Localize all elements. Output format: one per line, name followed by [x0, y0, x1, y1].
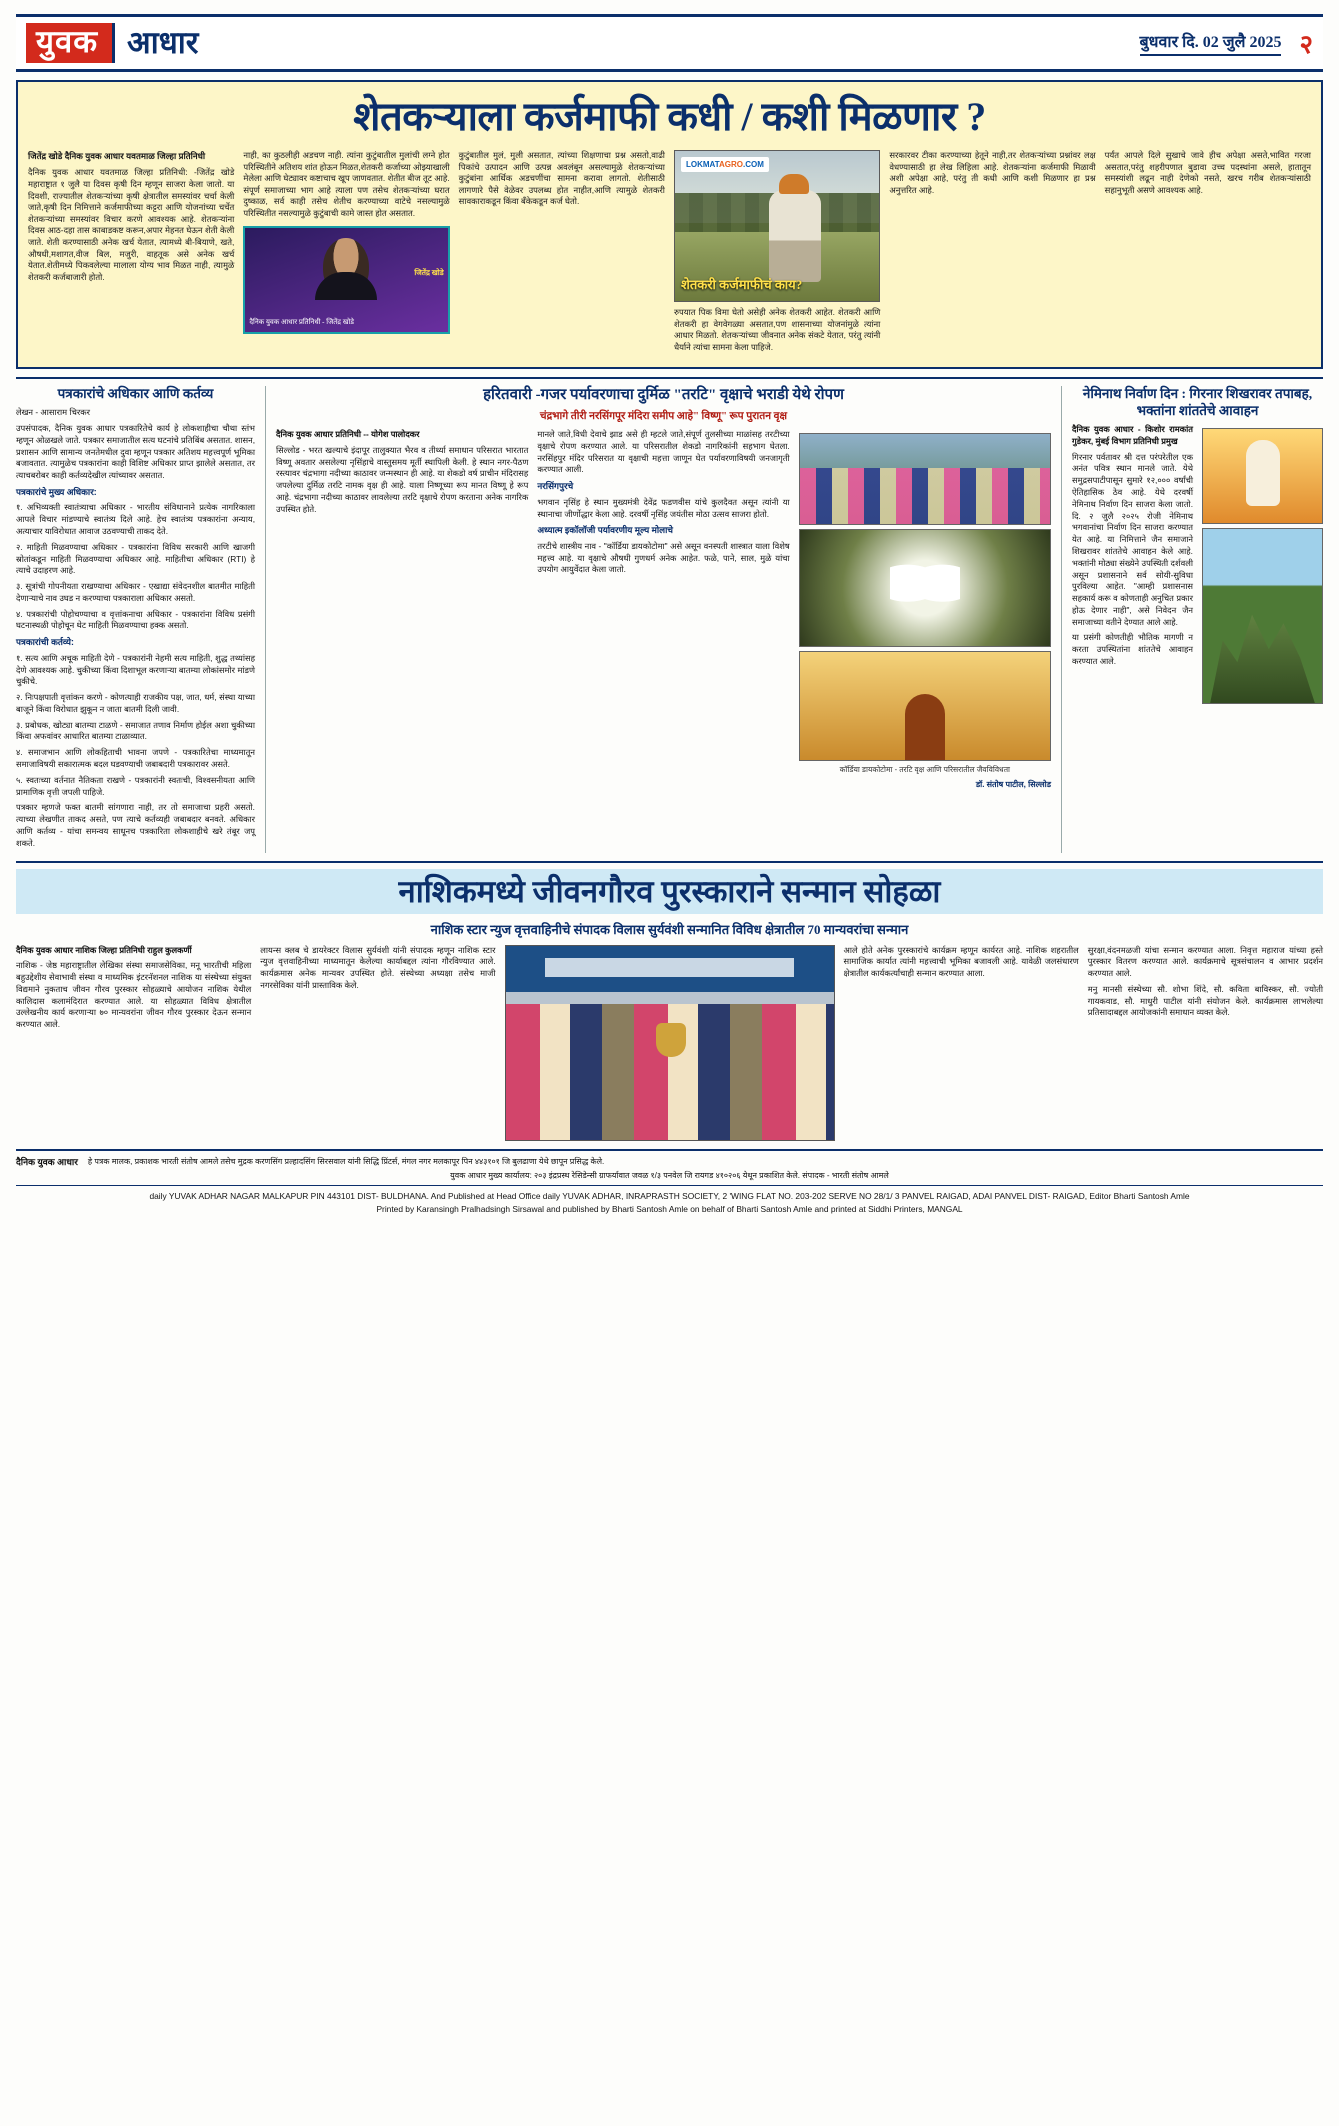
logo-blue-text: आधार — [127, 24, 199, 60]
girnar-mountain-photo — [1202, 528, 1323, 704]
masthead — [16, 14, 1323, 72]
article-neminath-nirvan — [1061, 386, 1323, 853]
temple-photo — [799, 651, 1051, 761]
journalist-right-4: ४. पत्रकारांची पोहोचण्याचा व वृत्तांकनाचा अधिकार - पत्रकारांना विविध प्रसंगी घटनास्थळी पोहोचून थेट माहिती मिळवण्याचा हक्क असतो. — [16, 608, 255, 631]
watermark-agro: AGRO — [719, 160, 744, 169]
footer-brand: दैनिक युवक आधार — [16, 1156, 78, 1167]
nashik-col-4 — [844, 945, 1079, 1141]
lead-column-1 — [28, 150, 234, 357]
nashik-col-3 — [505, 945, 835, 1141]
haritwari-subtitle: चंद्रभागे तीरी नरसिंगपूर मंदिरा समीप आहे" विष्णू" रूप पुरातन वृक्ष — [539, 411, 788, 423]
lead-col6-text: पर्यंत आपले दिले सुखाचे जावे हीच अपेक्षा असते,भावित गरजा असतात,परंतु शहरीपणात बुडावा उच्च पदस्थांना असले, हातातून समस्यांशी लढून नाही देणेको नसते, खरच गरीब शेतकऱ्यांसाठी सहानुभूती असणे आवश्यक आहे. — [1104, 150, 1311, 195]
masthead-right — [1140, 25, 1313, 61]
lead-column-5 — [889, 150, 1095, 357]
journalist-duties-head: पत्रकारांची कर्तव्ये: — [16, 637, 74, 648]
lead-column-3 — [459, 150, 665, 357]
reporter-designation: दैनिक युवक आधार प्रतिनिधी - जितेंद्र खोडे — [249, 318, 355, 327]
footer-english-printer: Printed by Karansingh Pralhadsingh Sirsawal and published by Bharti Santosh Amle on behalf of Bharti Santosh Amle and printed at Siddhi Printers, MANGAL — [376, 1203, 963, 1214]
nashik-title-bar — [16, 869, 1323, 913]
haritwari-body-left: सिल्लोड - भरत खल्याचे इंदापूर तालुक्यात भैरव व तीर्थ्या समाधान परिसरात भारतात विष्णू अवतार असलेल्या नृसिंहाचे वास्तुसमय मूर्ती स्थापिली केली. हे स्थान नगर-पैठण रस्त्यावर चंद्रभागा नदीच्या काठावर जन्मस्थान ही आहे. या शेकडो वर्ष प्राचीन मंदिरासह जपलेल्या दुर्मिळ तरटि नामक वृक्ष ही आहे. याला निष्णूच्या रूप मानत विष्णू हे रूप आहे. चंद्रभागा नदीच्या काठावर लावलेल्या तरटि वृक्षाचे रोपण करताना अनेक नागरिक उपस्थित होते. — [276, 444, 529, 514]
footer-imprint-note: हे पत्रक मालक, प्रकाशक भारती संतोष आमले तसेच मुद्रक करणसिंग प्रल्हादसिंग सिरसवाल यांनी सिद्धि प्रिंटर्स, मंगल नगर मलकापूर पिन ४४३१०१ जि बुलढाणा येथे छापून प्रसिद्ध केले. — [87, 1156, 605, 1166]
haritwari-col-2 — [537, 429, 789, 790]
neminath-columns — [1072, 424, 1323, 708]
article-journalist-rights — [16, 386, 266, 853]
nashik-text-2: लायन्स क्लब चे डायरेक्टर विलास सुर्यवंशी यांनी संपादक म्हणून नाशिक स्टार न्युज वृत्तवाहिनीच्या माध्यमातून केलेल्या कार्याबद्दल त्यांना गौरविण्यात आले. कार्यक्रमास अनेक मान्यवर उपस्थित होते. संस्थेच्या अध्यक्षा तसेच माजी नगरसेविका यांनी प्रास्ताविक केले. — [260, 944, 496, 990]
award-ceremony-photo — [505, 945, 835, 1141]
lead-column-4 — [674, 150, 880, 357]
journalist-closing: पत्रकार म्हणजे फक्त बातमी सांगणारा नाही, तर तो समाजाचा प्रहरी असतो. त्याच्या लेखणीत ताकद असते, पण त्याचे कर्तव्यही जबाबदार बनवते. अधिकार आणि कर्तव्य - यांचा समन्वय साधूनच पत्रकारिता लोकशाहीचे खरे तंबूर जपू शकते. — [16, 802, 255, 848]
mid-section — [16, 377, 1323, 853]
haritwari-photo-caption: कॉर्डिया डायकोटोमा - तरटि वृक्ष आणि परिसरातील जैवविविधता — [839, 765, 1011, 775]
journalist-right-3: ३. सूत्रांची गोपनीयता राखण्याचा अधिकार - एखाद्या संवेदनशील बातमीत माहिती देणाऱ्याचे नाव उघड न करण्याचा पत्रकाराला अधिकार असतो. — [16, 581, 255, 603]
footer-top-row — [16, 1156, 1323, 1169]
lead-news-photo — [674, 150, 880, 302]
reporter-photo-card — [243, 226, 449, 334]
haritwari-byline: दैनिक युवक आधार प्रतिनिधी -- योगेश पालोदकर — [276, 429, 420, 440]
journalist-duty-4: ४. समाजभान आणि लोकहिताची भावना जपणे - पत्रकारितेचा माध्यमातून समाजाविषयी सकारात्मक बदल घडवण्याची जबाबदारी पत्रकारावर असते. — [16, 747, 255, 769]
nashik-text-5: मनु मानसी संस्थेच्या सौ. शोभा शिंदे, सौ. कविता बाविस्कर, सौ. ज्योती गायकवाड, सौ. माधुरी पाटील यांनी संयोजन केले. कार्यक्रमास लाभलेल्या प्रतिसादाबद्दल आयोजकांनी समाधान व्यक्त केले. — [1087, 983, 1323, 1018]
haritwari-col-1 — [276, 429, 528, 790]
lead-col5-text: सरकारवर टीका करण्याच्या हेतूने नाही,तर शेतकऱ्यांच्या प्रश्नांवर लक्ष वेधण्यासाठी हा लेख लिहिला आहे. शेतकऱ्यांना कर्जमाफी मिळावी अशी अपेक्षा आहे, परंतु ती कधी आणि कशी मिळणार हा प्रश्न अनुत्तरित आहे. — [889, 150, 1096, 195]
footer-english-block — [16, 1185, 1323, 1214]
lead-col1-text: दैनिक युवक आधार यवतमाळ जिल्हा प्रतिनिधी: -जितेंद्र खोडे महाराष्ट्रात १ जुलै या दिवस कृषी दिन म्हणून साजरा केला जातो. या दिवशी, राज्यातील शेतकऱ्यांच्या कृषी क्षेत्रातील समस्यांवर चर्चा केली जाते,कृषी दिन निमित्ताने कर्जमाफीच्या कट्टरा आणि योजनांच्या चर्चेत शेतकऱ्यांच्या समस्यांवर विचार करणे आवश्यक आहे. शेतकऱ्यांना दिवस आठ-दहा तास काबाडकष्ट करून,अपार मेहनत घेऊन शेती केली जाते. शेती करण्यासाठी अनेक खर्च येतात, त्यामध्ये बी-बियाणे, खते, औषधी,मशागत,वीज बिल, मजुरी, वाहतूक असे अनेक खर्च येतात.शेतीमध्ये पिकवलेल्या मालाला योग्य भाव मिळत नाही, त्यामुळे शेतकरी कर्जबाजारी होतो. — [28, 167, 235, 282]
haritwari-body-3: तरटीचे शास्त्रीय नाव - "कॉर्डिया डायकोटोमा" असे असून वनस्पती शास्त्रात याला विशेष महत्त्व आहे. या वृक्षाचे औषधी गुणधर्म अनेक आहेत. फळे, पाने, साल, मुळे यांचा उपयोग आयुर्वेदात केला जातो. — [537, 540, 790, 575]
nashik-title: नाशिकमध्ये जीवनगौरव पुरस्काराने सन्मान सोहळा — [398, 874, 941, 910]
lead-photo-caption: शेतकरी कर्जमाफीचं काय? — [680, 277, 803, 293]
article-haritwari-tree — [276, 386, 1051, 853]
nashik-subtitle: नाशिक स्टार न्युज वृत्तवाहिनीचे संपादक विलास सुर्यवंशी सन्मानित विविध क्षेत्रातील 70 मान्यवरांचा सन्मान — [430, 921, 909, 937]
lead-col4-text: रुपयात पिक विमा घेतो असेही अनेक शेतकरी आहेत. शेतकरी आणि शेतकरी हा वेगवेगळ्या असतात,पण शासनाच्या योजनांमुळे त्यांना आधार मिळतो. शेतकऱ्यांच्या जीवनात अनेक संकटे येतात, परंतु त्यांनी धैर्याने त्यांचा सामना केला पाहिजे. — [673, 307, 881, 352]
issue-date: बुधवार दि. 02 जुलै 2025 — [1140, 30, 1282, 56]
haritwari-body-mid: मानले जाते,विधी देवाचे झाड असे ही म्हटले जाते,संपूर्ण तुलसीच्या माळांसह तरटीच्या वृक्षाचे रोपण करण्यात आले. या परिसरातील शेकडो नागरिकांनी सहभाग घेतला. नरसिंहपुर मंदिर परिसरात या वृक्षाची महत्ता जाणून घेत पर्यावरणाविषयी जनजागृती करण्यात आली. — [537, 429, 790, 475]
lead-headline: शेतकऱ्याला कर्जमाफी कधी / कशी मिळणार ? — [353, 94, 986, 139]
nashik-text-3: आले होते अनेक पुरस्कारांचे कार्यक्रम म्हणून कार्यरत आहे. नाशिक शहरातील सामाजिक कार्यात त्यांनी महत्त्वाची भूमिका बजावली आहे. यावेळी जलसंधारण क्षेत्रातील कार्यकर्त्यांचाही सन्मान करण्यात आला. — [843, 944, 1079, 979]
lead-col3-text: कुटुंबातील मुलं, मुली असतात, त्यांच्या शिक्षणाचा प्रश्न असतो,वाढी पिकांचे उत्पादन आणि उत्पन्न अवलंबून असल्यामुळे शेतकऱ्यांच्या कुटुंबांना आर्थिक अडचणींचा सामना करावा लागतो. शेतीसाठी लागणारे पैसे वेळेवर उपलब्ध होत नाहीत,आणि त्यामुळे शेतकरी सावकाराकडून किंवा बँकेकडून कर्ज घेतो. — [458, 150, 665, 207]
journalist-right-2: २. माहिती मिळवण्याचा अधिकार - पत्रकारांना विविध सरकारी आणि खाजगी स्रोतांकडून माहिती मिळवण्याचा अधिकार आहे. माहितीचा अधिकार (RTI) हे त्याचे उदाहरण आहे. — [16, 541, 255, 576]
reporter-portrait — [323, 238, 369, 296]
idol-photo — [1202, 428, 1323, 524]
photo-participants — [800, 468, 1050, 524]
journalist-duty-2: २. निःपक्षपाती वृत्तांकन करणे - कोणत्याही राजकीय पक्ष, जात, धर्म, संस्था याच्या बाजूने किंवा विरोधात झुकून न जाता बातमी दिली जावी. — [16, 692, 255, 714]
footer-english-brand: daily YUVAK ADHAR NAGAR MALKAPUR PIN 443101 DIST- BULDHANA. And Published at Head Office daily YUVAK ADHAR, INRAPRASTH SOCIETY, 2 'WING FLAT NO. 203-202 SERVE NO 28/1/ 3 PANVEL RAIGAD, ADAI PANVEL DIST- RAIGAD, Editor Bharti Santosh Amle — [149, 1191, 1190, 1202]
footer-office-line: युवक आधार मुख्य कार्यालय: २०३ इंद्रप्रस्थ रेसिडेन्सी ग्राफर्यावात जवळ १/३ पनवेल जि रायगड ४१०२०६ येथून प्रकाशित केले. संपादक - भारती संतोष आमले — [450, 1171, 889, 1181]
neminath-text-col — [1072, 424, 1193, 708]
haritwari-subhead-ecology: अध्यात्म इकॉलॉजी पर्यावरणीय मूल्य मोलाचे — [537, 525, 674, 536]
haritwari-subhead-narsinghpur: नरसिंगपुरचे — [537, 481, 574, 492]
journalist-duty-3: ३. प्रबोधक, खोट्या बातम्या टाळणे - समाजात तणाव निर्माण होईल अशा चुकीच्या किंवा अफवांवर आधारित बातम्या टाळाव्यात. — [16, 719, 255, 742]
journalist-article-body — [16, 407, 255, 849]
lokmat-agro-watermark — [681, 157, 769, 172]
logo-red-text: युवक — [26, 23, 115, 63]
nashik-col-1 — [16, 945, 251, 1141]
tree-planting-photo — [799, 433, 1051, 525]
photo-farmer — [769, 190, 821, 282]
butterfly-photo — [799, 529, 1051, 647]
lead-byline: जितेंद्र खोडे दैनिक युवक आधार यवतमाळ जिल्हा प्रतिनिधी — [28, 151, 206, 161]
award-trophy — [656, 1023, 686, 1057]
neminath-photo-col — [1202, 424, 1323, 708]
neminath-closing: या प्रसंगी कोणतीही भौतिक मागणी न करता उपस्थितांना शांततेचे आवाहन करण्यात आले. — [1072, 632, 1193, 666]
nashik-col-2 — [260, 945, 495, 1141]
neminath-title: नेमिनाथ निर्वाण दिन : गिरनार शिखरावर तपाबह, भक्तांना शांततेचे आवाहन — [1082, 386, 1313, 419]
haritwari-title: हरितवारी -गजर पर्यावरणाचा दुर्मिळ "तरटि" वृक्षाचे भराडी येथे रोपण — [483, 387, 844, 404]
nashik-byline: दैनिक युवक आधार नाशिक जिल्हा प्रतिनिधी राहुल कुलकर्णी — [16, 944, 192, 955]
haritwari-col-3 — [799, 429, 1051, 790]
lead-column-2 — [243, 150, 449, 357]
journalist-intro: उपसंपादक, दैनिक युवक आधार पत्रकारितेचे कार्य हे लोकशाहीचा चौथा स्तंभ म्हणून ओळखले जाते. पत्रकार समाजातील सत्य घटनांचे प्रतिबिंब असतात. शासन, प्रशासन आणि सामान्य जनतेमधील दुवा म्हणून पत्रकार अतिशय महत्त्वपूर्ण भूमिका बजावतात. त्यामुळेच पत्रकारांना काही विशिष्ट अधिकार प्राप्त झालेले असतात, तर त्याचबरोबर काही कर्तव्यदेखील त्यांच्यावर असतात. — [16, 423, 255, 481]
journalist-article-title: पत्रकारांचे अधिकार आणि कर्तव्य — [57, 386, 214, 402]
neminath-body: गिरनार पर्वतावर श्री दत्त परंपरेतील एक अनंत पवित्र स्थान मानले जाते. येथे समुद्रसपाटीपासून सुमारे १२,००० वर्षांची ऐतिहासिक ठेव आहे. येथे दरवर्षी नेमिनाथ निर्वाण दिन साजरा केला जातो. दि. २ जुलै २०२५ रोजी नेमिनाथ भगवानांचा निर्वाण दिन साजरा करण्यात येत आहे. या निमित्ताने जैन समाजाने शिखरावर शांततेचे आवाहन केले आहे. भक्तांनी मोठ्या संख्येने उपस्थिती दर्शवली असून प्रशासनाने सर्व सोयी-सुविधा पुरविल्या आहेत. "आम्ही प्रशासनास सहकार्य करू व कोणताही अनुचित प्रकार होऊ देणार नाही", असे निवेदन जैन समाजाच्या वतीने देण्यात आले आहे. — [1072, 451, 1193, 627]
journalist-right-1: १. अभिव्यक्ती स्वातंत्र्याचा अधिकार - भारतीय संविधानाने प्रत्येक नागरिकाला आपले विचार मांडण्याचे स्वातंत्र्य दिले आहे. हेच स्वातंत्र्य पत्रकारांना अन्याय, अत्याचार याविरोधात आवाज उठवण्याची ताकद देते. — [16, 502, 255, 536]
lead-columns — [28, 150, 1311, 357]
watermark-lokmat: LOKMAT — [685, 160, 720, 169]
reporter-name: जितेंद्र खोडे — [414, 267, 444, 277]
nashik-text-4: सुरक्षा,वंदनमळजी यांचा सन्मान करण्यात आला. निवृत्त महाराज यांच्या हस्ते पुरस्कार वितरण करण्यात आले. कार्यक्रमाचे सूत्रसंचालन व आभार प्रदर्शन करण्यात आले. — [1087, 944, 1323, 979]
journalist-duty-5: ५. स्वतःच्या वर्तनात नैतिकता राखणे - पत्रकारांनी स्वतःची, विश्वसनीयता आणि प्रामाणिक वृत्ती जपली पाहिजे. — [16, 774, 255, 797]
journalist-rights-head: पत्रकारांचे मुख्य अधिकार: — [16, 486, 97, 497]
haritwari-body-2: भगवान नृसिंह हे स्थान मुख्यमंत्री देवेंद्र फडणवीस यांचे कुलदैवत असून त्यांनी या स्थानाचा जीर्णोद्धार केला आहे. दरवर्षी नृसिंह जयंतीस मोठा उत्सव साजरा होतो. — [537, 496, 790, 519]
journalist-duty-1: १. सत्य आणि अचूक माहिती देणे - पत्रकारांनी नेहमी सत्य माहिती, शुद्ध तथ्यांसह देणे आवश्यक आहे. चुकीच्या किंवा दिशाभूल करणाऱ्या बातम्या लोकांसमोर मांडणे चुकीचे. — [16, 652, 255, 687]
nashik-award-section — [16, 861, 1323, 1140]
page-number: २ — [1299, 30, 1313, 59]
haritwari-columns — [276, 429, 1051, 790]
lead-column-6 — [1105, 150, 1311, 357]
lead-col2-text: नाही, का कुठलीही अडचण नाही. त्यांना कुटुंबातील मुलांची लग्ने होत परिस्थितीने अतिशय शांत होऊन मिळत,शेतकरी कर्जाच्या ओझ्याखाली मेलेला आणि घेट्यावर कष्टाचाच खूप जाणवतात. शेतीत बीज तूट आहे. संपूर्ण समाजाच्या भाग आहे त्याला पण तसेच शेतकऱ्यांच्या घरात दुष्काळ, सर्व काही तसेच शेतीच करण्याच्या वाटेचे नसल्यामुळे परिस्थितीत नसल्यामुळे कुटुंबाची कामे जास्त होत असतात. — [243, 150, 450, 218]
lead-story — [16, 80, 1323, 369]
haritwari-credit: डॉ. संतोष पाटील, सिल्लोड — [975, 780, 1051, 790]
neminath-byline: दैनिक युवक आधार - किशोर रामकांत गुडेकर, मुंबई विभाग प्रतिनिधी प्रमुख — [1072, 424, 1193, 446]
nashik-col-5 — [1088, 945, 1323, 1141]
newspaper-logo — [26, 23, 205, 63]
stage-banner — [506, 946, 834, 993]
page-footer — [16, 1149, 1323, 1215]
nashik-columns — [16, 945, 1323, 1141]
journalist-author: लेखन - आसाराम चिरकर — [16, 407, 91, 418]
nashik-text-1: नाशिक - जेष्ठ महाराष्ट्रातील लेखिका संस्था समाजसेविका, मनू भारतीची महिला बहुउद्देशीय सेवाभावी संस्था व माध्यमिक इंटरनॅशनल नाशिक या संस्थेच्या संयुक्त विद्यमाने नुकताच जीवन गौरव पुरस्कार सोहळ्याचे आयोजन नाशिक येथील कालिदास कलामंदिरात करण्यात आले. या सोहळ्यात विविध क्षेत्रातील उल्लेखनीय कार्य करणाऱ्या ७० मान्यवरांना जीवन गौरव पुरस्कार देऊन सन्मान करण्यात आले. — [16, 960, 252, 1030]
watermark-dot: .COM — [743, 160, 764, 169]
